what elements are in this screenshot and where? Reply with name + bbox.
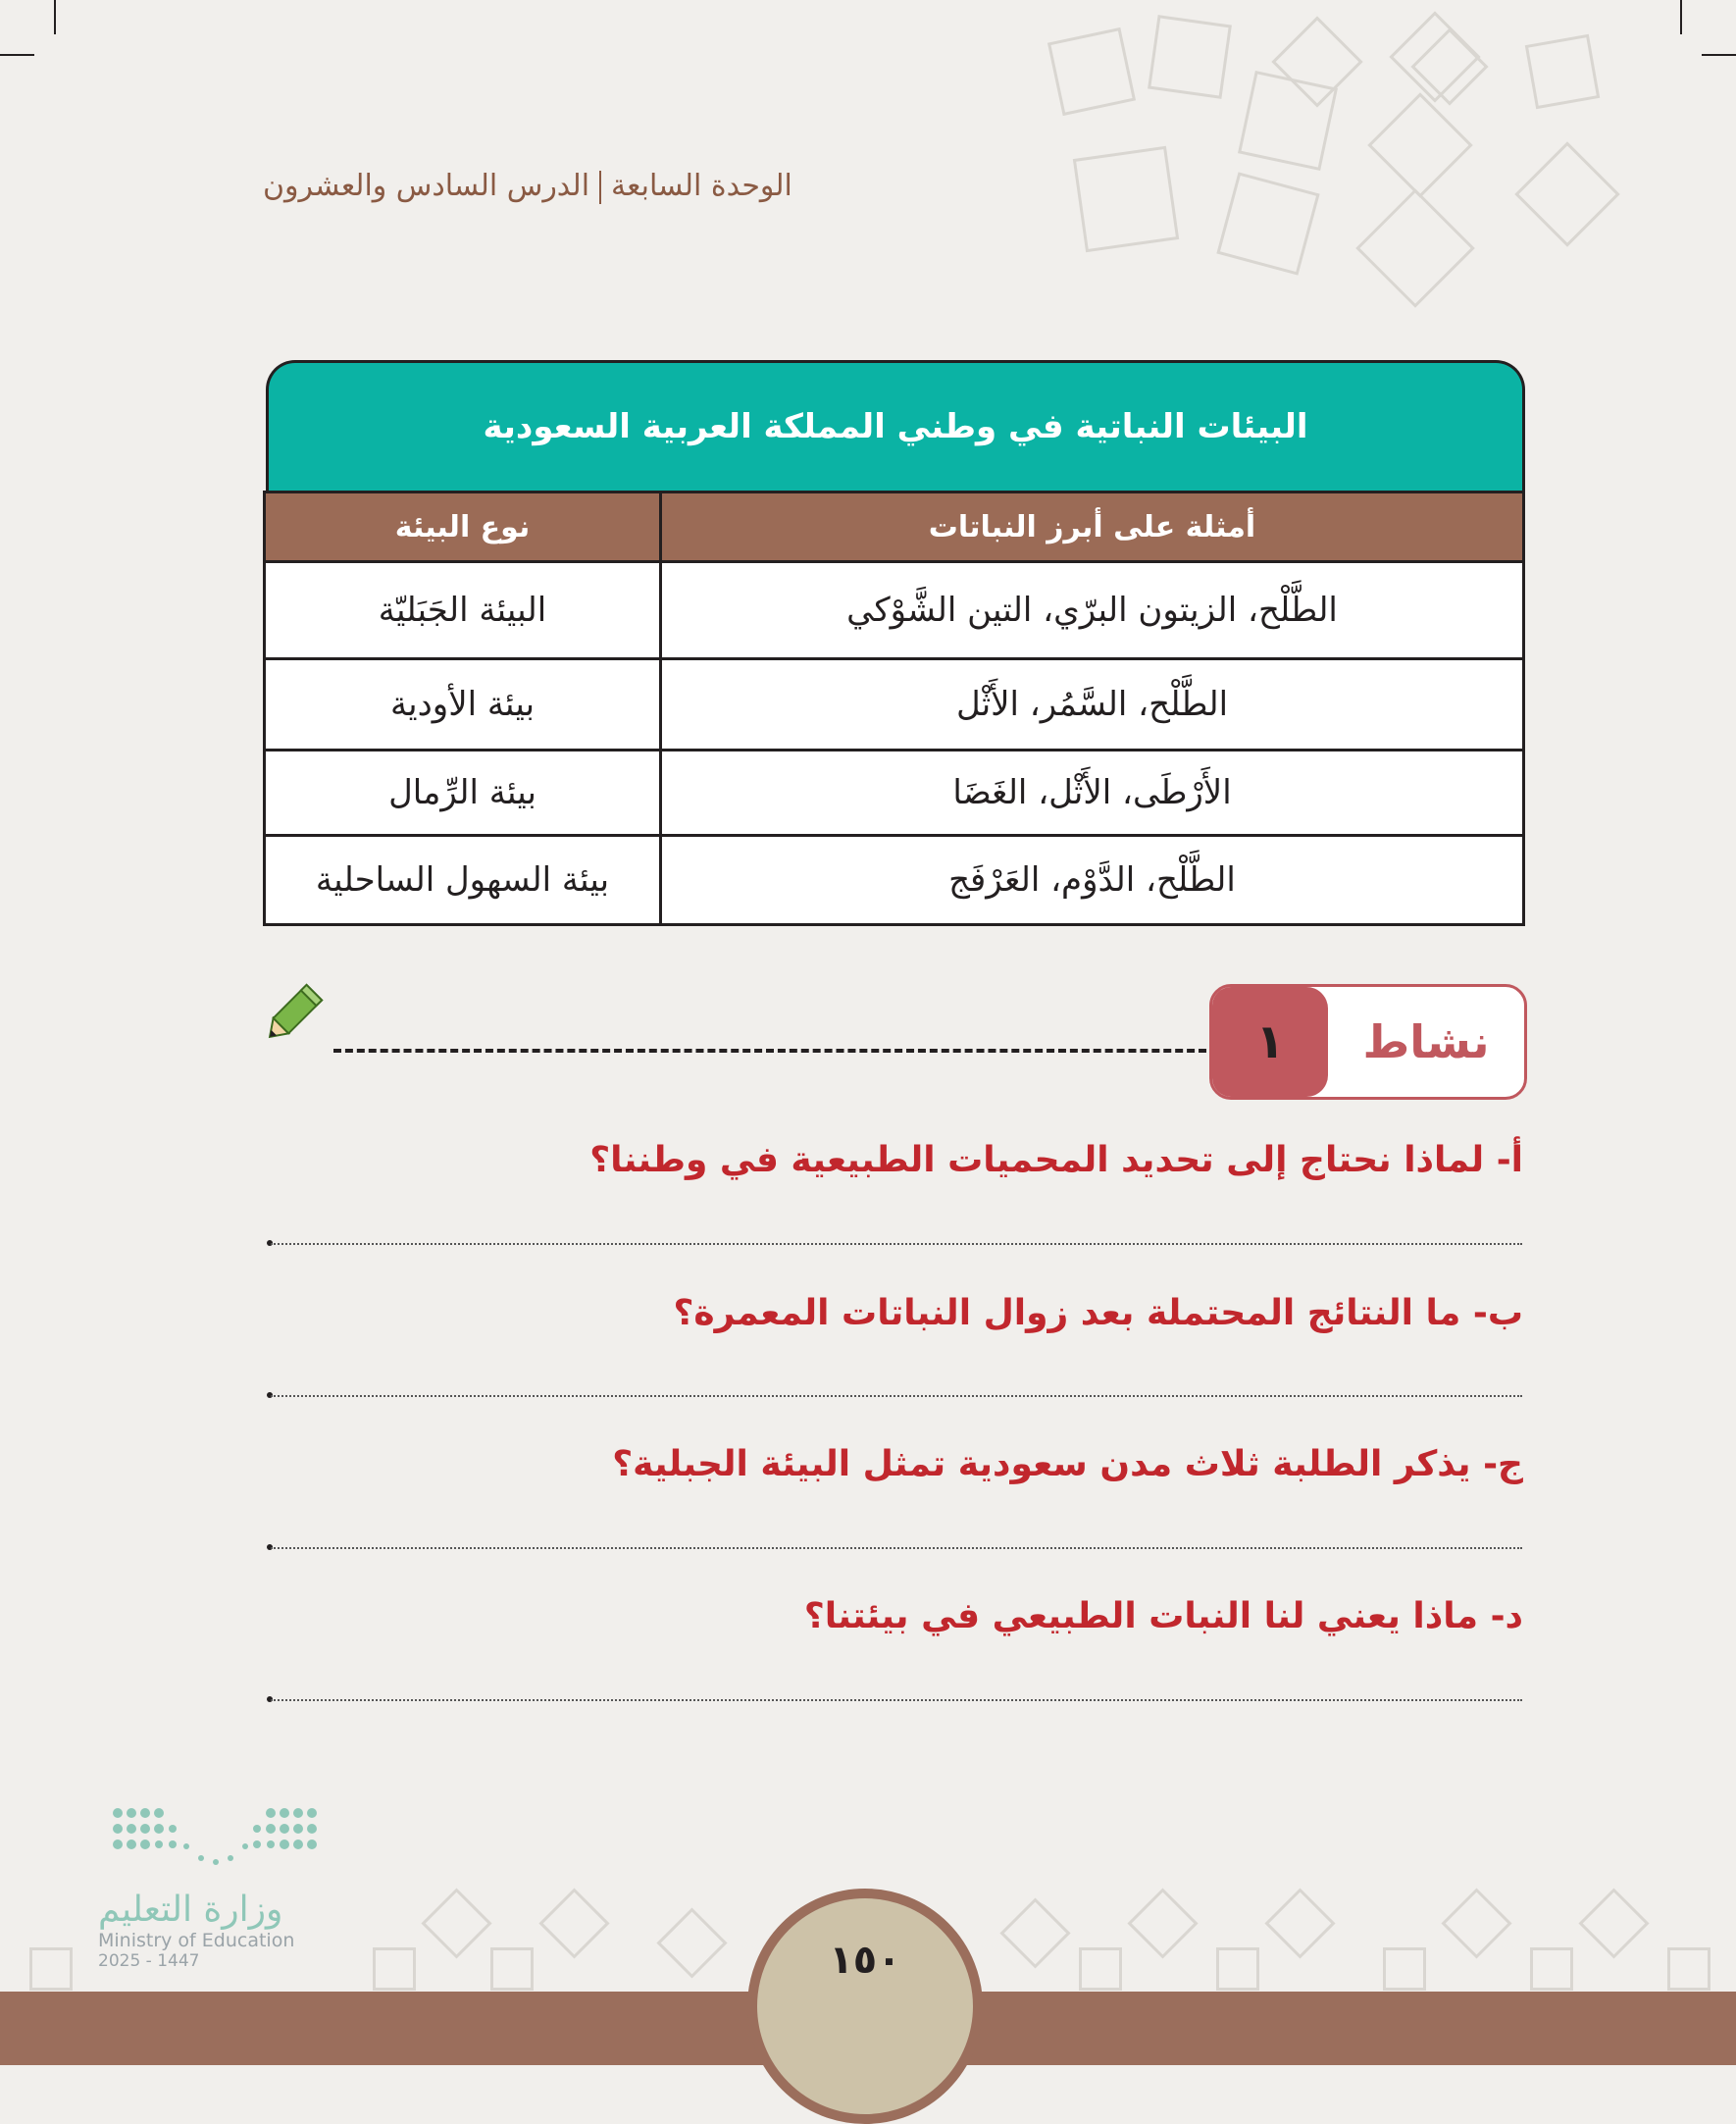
- ministry-year: 2025 - 1447: [98, 1951, 200, 1971]
- question-b: ب- ما النتائج المحتملة بعد زوال النباتات المعمرة؟: [673, 1293, 1523, 1333]
- pencil-icon: [257, 981, 326, 1050]
- plants-cell: الطَّلْح، الدَّوْم، العَرْفَج: [661, 836, 1524, 925]
- ministry-logo: [98, 1805, 324, 1971]
- question-c: ج- يذكر الطلبة ثلاث مدن سعودية تمثل البيئة الجبلية؟: [612, 1444, 1523, 1484]
- lesson-title: الدرس السادس والعشرون: [263, 169, 590, 203]
- environment-cell: بيئة السهول الساحلية: [265, 836, 661, 925]
- ministry-name-ar: وزارة التعليم: [98, 1890, 283, 1930]
- environment-cell: بيئة الرِّمال: [265, 751, 661, 836]
- table-row: [265, 659, 1524, 751]
- crop-mark: [1702, 54, 1736, 56]
- environment-cell: البيئة الجَبَليّة: [265, 562, 661, 659]
- header-separator: [599, 171, 601, 204]
- activity-badge: [1209, 984, 1527, 1100]
- column-header-environment: نوع البيئة: [265, 492, 661, 562]
- table-body: [263, 491, 1525, 926]
- crop-mark: [1680, 0, 1682, 34]
- unit-title: الوحدة السابعة: [611, 169, 792, 203]
- table-row: [265, 562, 1524, 659]
- crop-mark: [0, 54, 34, 56]
- table-row: [265, 836, 1524, 925]
- table-title: البيئات النباتية في وطني المملكة العربية السعودية: [266, 360, 1525, 491]
- page-header: [263, 169, 812, 204]
- table-row: [265, 751, 1524, 836]
- plants-cell: الطَّلْح، الزيتون البرّي، التين الشَّوْكي: [661, 562, 1524, 659]
- question-a: أ- لماذا نحتاج إلى تحديد المحميات الطبيعية في وطننا؟: [589, 1140, 1523, 1180]
- ministry-name-en: Ministry of Education: [98, 1930, 295, 1951]
- plant-environments-table: [266, 360, 1525, 926]
- plants-cell: الأَرْطَى، الأَثْل، الغَضَا: [661, 751, 1524, 836]
- activity-number: ١: [1212, 987, 1328, 1097]
- answer-line[interactable]: [271, 1699, 1522, 1701]
- ministry-dots-icon: [108, 1805, 324, 1874]
- crop-mark: [54, 0, 56, 34]
- page-number-badge: [747, 1889, 983, 2124]
- question-d: د- ماذا يعني لنا النبات الطبيعي في بيئتنا؟: [803, 1596, 1523, 1636]
- column-header-plants: أمثلة على أبرز النباتات: [661, 492, 1524, 562]
- activity-dashed-line: [333, 1049, 1206, 1053]
- plants-cell: الطَّلْح، السَّمُر، الأَثْل: [661, 659, 1524, 751]
- environment-cell: بيئة الأودية: [265, 659, 661, 751]
- page-number: ١٥٠: [829, 1938, 901, 1983]
- answer-line[interactable]: [271, 1395, 1522, 1397]
- answer-line[interactable]: [271, 1243, 1522, 1245]
- answer-line[interactable]: [271, 1547, 1522, 1549]
- activity-label: نشاط: [1362, 1015, 1490, 1068]
